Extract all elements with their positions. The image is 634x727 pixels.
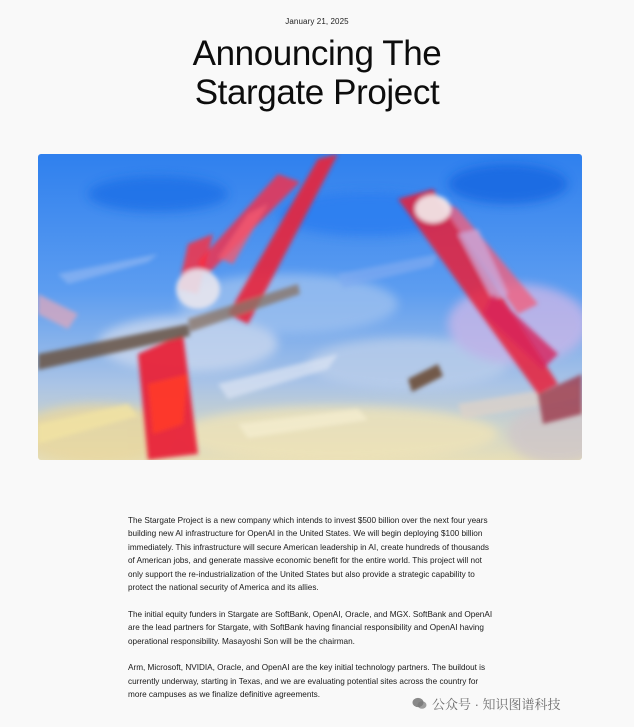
page-title <box>100 34 534 112</box>
watermark <box>412 692 561 714</box>
watermark-text: 公众号 · 知识图谱科技 <box>432 696 561 712</box>
wechat-icon <box>412 697 427 710</box>
paragraph-2: The initial equity funders in Stargate are SoftBank, OpenAI, Oracle, and MGX. SoftBank and OpenAI are the lead partners for Stargate, with SoftBank having financial responsibility and OpenAI having operational responsibility. Masayoshi Son will be the chairman. <box>128 609 493 646</box>
paragraph-1: The Stargate Project is a new company which intends to invest $500 billion over the next four years building new AI infrastructure for OpenAI in the United States. We will begin deploying $100 billion immediately. This infrastructure will secure American leadership in AI, create hundreds of thousands of American jobs, and generate massive economic benefit for the entire world. This project will not only support the re-industrialization of the United States but also provide a strategic capability to protect the national security of America and its allies. <box>128 516 490 593</box>
hero-image <box>38 154 582 460</box>
article-body <box>128 514 494 715</box>
title-line-2: Stargate Project <box>194 73 440 112</box>
paragraph-3: Arm, Microsoft, NVIDIA, Oracle, and OpenAI are the key initial technology partners. The buildout is currently underway, starting in Texas, and we are evaluating potential sites across the country for more campuses as we finalize definitive agreements. <box>128 663 486 700</box>
hero-painting <box>38 154 582 460</box>
title-line-1: Announcing The <box>192 34 442 73</box>
publish-date: January 21, 2025 <box>285 17 349 26</box>
